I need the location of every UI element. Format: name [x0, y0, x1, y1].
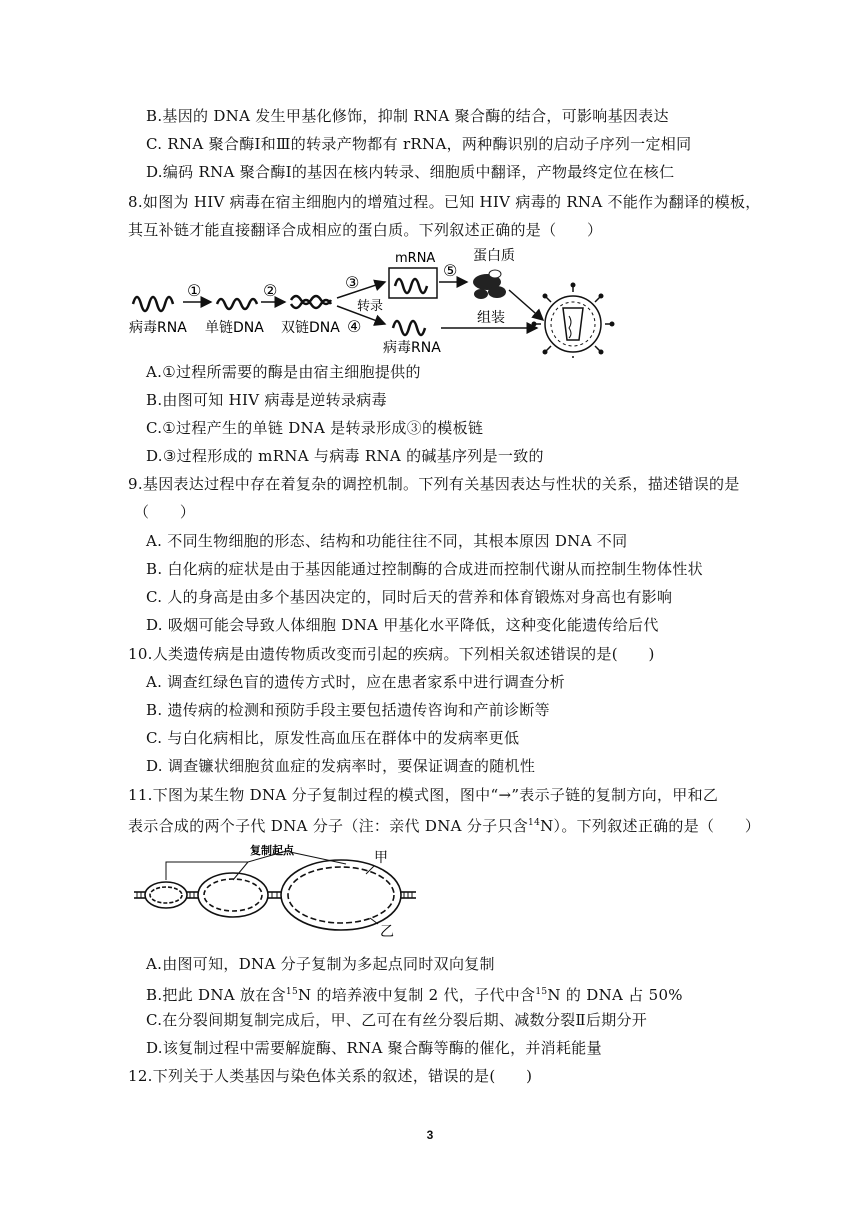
- q11-option-b-sup2: 15: [535, 987, 548, 997]
- q10-option-b: B. 遗传病的检测和预防手段主要包括遗传咨询和产前诊断等: [146, 701, 550, 719]
- q11-stem-line2-b: N）。下列叙述正确的是（ ）: [540, 817, 761, 835]
- label-double-dna: 双链DNA: [281, 320, 340, 336]
- q11-stem-line2: [128, 813, 760, 836]
- q8-option-b: B.由图可知 HIV 病毒是逆转录病毒: [146, 391, 387, 409]
- q12-stem: 12.下列关于人类基因与染色体关系的叙述，错误的是( ): [128, 1067, 533, 1085]
- hiv-replication-diagram: [125, 246, 625, 358]
- q8-stem-line2: 其互补链才能直接翻译合成相应的蛋白质。下列叙述正确的是（ ）: [128, 221, 603, 239]
- label-jia: 甲: [374, 850, 388, 866]
- q11-option-b-sup1: 15: [285, 987, 298, 997]
- step-2-label: ②: [263, 281, 278, 300]
- new-viral-rna-strand-icon: [393, 321, 425, 335]
- q9-stem-line1: 9.基因表达过程中存在着复杂的调控机制。下列有关基因表达与性状的关系，描述错误的是: [128, 475, 740, 493]
- q7-option-d: D.编码 RNA 聚合酶Ⅰ的基因在核内转录、细胞质中翻译，产物最终定位在核仁: [146, 163, 675, 181]
- q8-option-d: D.③过程形成的 mRNA 与病毒 RNA 的碱基序列是一致的: [146, 447, 544, 465]
- q11-stem-line2-a: 表示合成的两个子代 DNA 分子（注：亲代 DNA 分子只含: [128, 817, 529, 835]
- transcription-label: 转录: [357, 299, 384, 314]
- q11-option-b: [146, 982, 683, 1005]
- label-viral-rna: 病毒RNA: [129, 320, 187, 336]
- q8-option-a: A.①过程所需要的酶是由宿主细胞提供的: [146, 363, 421, 381]
- q8-option-c: C.①过程产生的单链 DNA 是转录形成③的模板链: [146, 419, 484, 437]
- q10-option-a: A. 调查红绿色盲的遗传方式时，应在患者家系中进行调查分析: [146, 673, 566, 691]
- q7-option-b: B.基因的 DNA 发生甲基化修饰，抑制 RNA 聚合酶的结合，可影响基因表达: [146, 107, 669, 125]
- q11-stem-line1: 11.下图为某生物 DNA 分子复制过程的模式图，图中“→”表示子链的复制方向，甲和乙: [128, 786, 719, 804]
- label-yi: 乙: [380, 924, 394, 940]
- assembly-label: 组装: [477, 310, 505, 326]
- q9-option-b: B. 白化病的症状是由于基因能通过控制酶的合成进而控制代谢从而控制生物体性状: [146, 560, 703, 578]
- q11-option-b-part3: N 的 DNA 占 50%: [547, 986, 683, 1004]
- q11-option-d: D.该复制过程中需要解旋酶、RNA 聚合酶等酶的催化，并消耗能量: [146, 1039, 602, 1057]
- q10-stem: 10.人类遗传病是由遗传物质改变而引起的疾病。下列相关叙述错误的是( ): [128, 645, 655, 663]
- step-5-label: ⑤: [443, 261, 458, 280]
- q7-option-c: C. RNA 聚合酶Ⅰ和Ⅲ的转录产物都有 rRNA，两种酶识别的启动子序列一定相同: [146, 135, 692, 153]
- dna-replication-diagram: [130, 840, 430, 940]
- step-3-label: ③: [345, 273, 360, 292]
- step-1-label: ①: [187, 281, 202, 300]
- q9-option-d: D. 吸烟可能会导致人体细胞 DNA 甲基化水平降低，这种变化能遗传给后代: [146, 616, 659, 634]
- label-protein: 蛋白质: [473, 248, 515, 264]
- q8-stem-line1: 8.如图为 HIV 病毒在宿主细胞内的增殖过程。已知 HIV 病毒的 RNA 不能作为翻译的模板，: [128, 193, 761, 211]
- q10-option-d: D. 调查镰状细胞贫血症的发病率时，要保证调查的随机性: [146, 757, 536, 775]
- double-dna-helix-icon: [291, 296, 331, 308]
- page-number: 3: [426, 1128, 434, 1142]
- protein-blob-icon: [473, 270, 506, 299]
- replication-origin-label: 复制起点: [250, 844, 294, 857]
- hiv-virion-icon: [532, 283, 615, 359]
- q9-option-c: C. 人的身高是由多个基因决定的，同时后天的营养和体育锻炼对身高也有影响: [146, 588, 673, 606]
- q9-stem-line2: （ ）: [134, 503, 196, 521]
- q11-option-a: A.由图可知，DNA 分子复制为多起点同时双向复制: [146, 955, 495, 973]
- single-dna-strand-icon: [217, 299, 257, 309]
- q9-option-a: A. 不同生物细胞的形态、结构和功能往往不同，其根本原因 DNA 不同: [146, 532, 628, 550]
- q11-option-b-part1: B.把此 DNA 放在含: [146, 986, 286, 1004]
- q10-option-c: C. 与白化病相比，原发性高血压在群体中的发病率更低: [146, 729, 520, 747]
- label-viral-rna-2: 病毒RNA: [383, 340, 441, 356]
- q11-option-c: C.在分裂间期复制完成后，甲、乙可在有丝分裂后期、减数分裂Ⅱ后期分开: [146, 1011, 648, 1029]
- label-mrna: mRNA: [395, 251, 436, 266]
- step-4-label: ④: [347, 317, 362, 336]
- q11-stem-sup: 14: [528, 818, 541, 828]
- viral-rna-strand-icon: [133, 297, 173, 311]
- label-single-dna: 单链DNA: [205, 320, 264, 336]
- q11-option-b-part2: N 的培养液中复制 2 代，子代中含: [297, 986, 536, 1004]
